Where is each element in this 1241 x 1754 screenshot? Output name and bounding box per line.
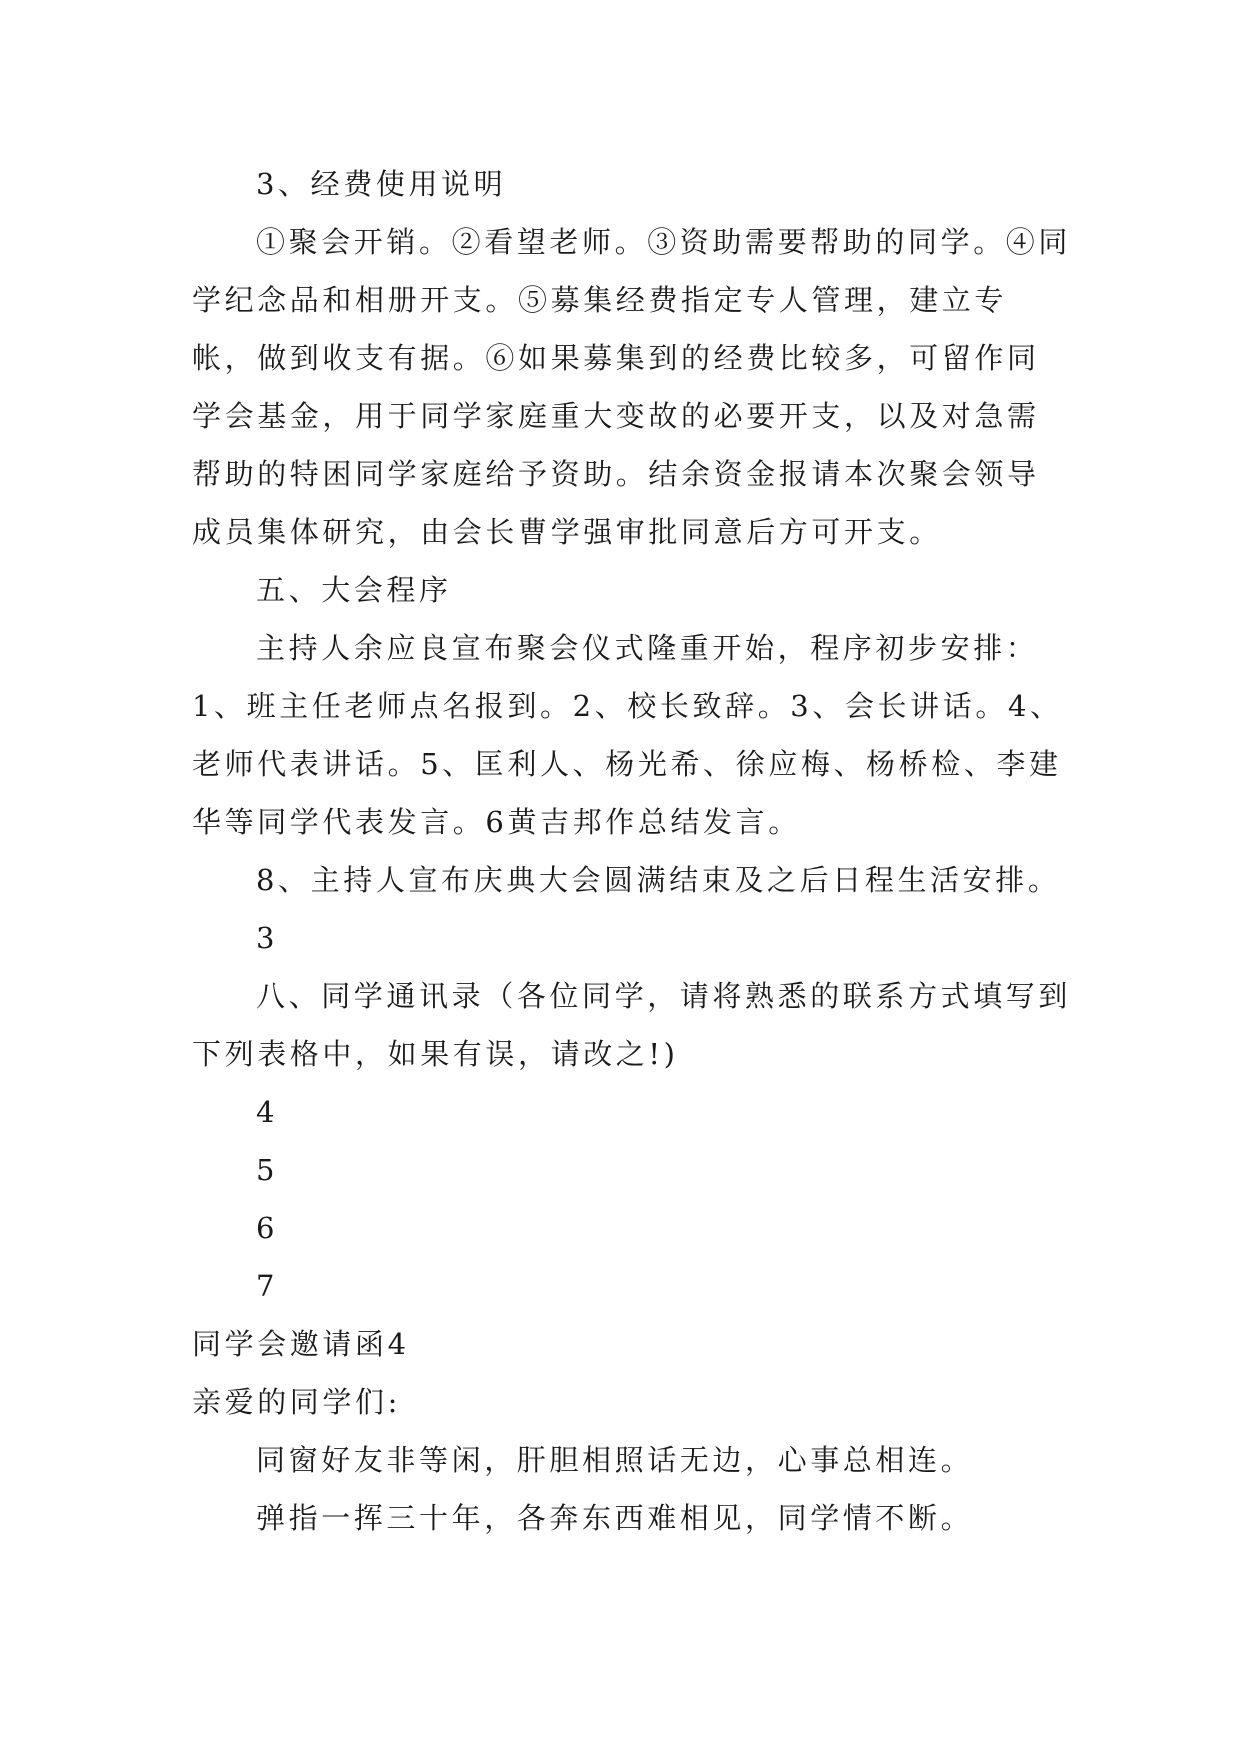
document-page bbox=[192, 155, 1072, 1547]
page-number-line: 5 bbox=[256, 1153, 279, 1187]
paragraph: 主持人余应良宣布聚会仪式隆重开始，程序初步安排：1、班主任老师点名报到。2、校长致辞。3、会长讲话。4、老师代表讲话。5、匡利人、杨光希、徐应梅、杨桥检、李建华等同学代表发言。6黄吉邦作总结发言。 bbox=[192, 631, 1063, 839]
salutation: 亲爱的同学们: bbox=[192, 1385, 401, 1419]
paragraph: 3、经费使用说明 bbox=[256, 167, 507, 201]
page-number-line: 7 bbox=[256, 1269, 279, 1303]
section-heading: 八、同学通讯录（各位同学，请将熟悉的联系方式填写到下列表格中，如果有误，请改之!) bbox=[192, 979, 1072, 1071]
page-number-line: 4 bbox=[256, 1095, 279, 1129]
paragraph: ①聚会开销。②看望老师。③资助需要帮助的同学。④同学纪念品和相册开支。⑤募集经费指定专人管理，建立专帐，做到收支有据。⑥如果募集到的经费比较多，可留作同学会基金，用于同学家庭重大变故的必要开支，以及对急需帮助的特困同学家庭给予资助。结余资金报请本次聚会领导成员集体研究，由会长曹学强审批同意后方可开支。 bbox=[192, 225, 1072, 549]
paragraph: 弹指一挥三十年，各奔东西难相见，同学情不断。 bbox=[256, 1501, 974, 1535]
page-number-line: 6 bbox=[256, 1211, 279, 1245]
paragraph: 同窗好友非等闲，肝胆相照话无边，心事总相连。 bbox=[256, 1443, 974, 1477]
paragraph: 8、主持人宣布庆典大会圆满结束及之后日程生活安排。 bbox=[256, 863, 1061, 897]
page-number-line: 3 bbox=[256, 921, 279, 955]
section-heading: 五、大会程序 bbox=[256, 573, 452, 607]
document-title: 同学会邀请函4 bbox=[192, 1327, 410, 1361]
